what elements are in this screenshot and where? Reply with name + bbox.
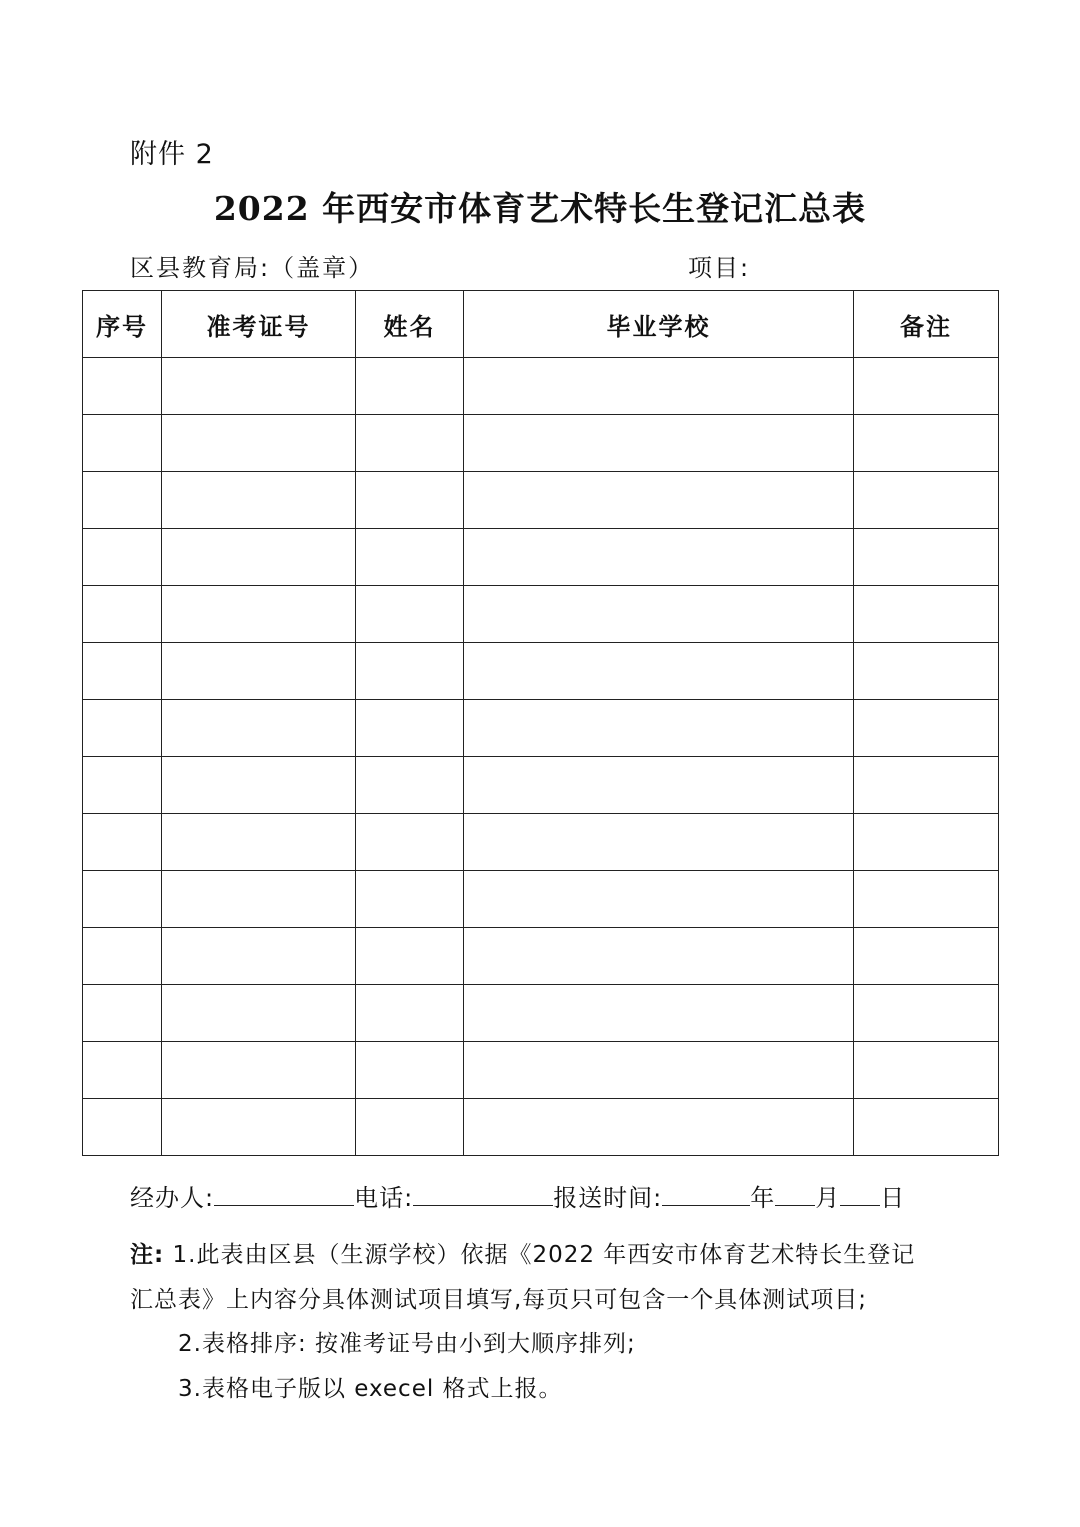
handler-label: 经办人:	[130, 1184, 215, 1212]
table-cell[interactable]	[854, 358, 999, 415]
table-cell[interactable]	[162, 472, 356, 529]
table-cell[interactable]	[162, 358, 356, 415]
table-body	[83, 358, 999, 1156]
table-cell[interactable]	[464, 928, 854, 985]
table-cell[interactable]	[356, 472, 464, 529]
header-admission-number: 准考证号	[162, 291, 356, 358]
table-cell[interactable]	[464, 358, 854, 415]
table-cell[interactable]	[854, 985, 999, 1042]
district-label: 区县教育局:（盖章）	[130, 254, 375, 282]
table-cell[interactable]	[854, 472, 999, 529]
table-cell[interactable]	[854, 643, 999, 700]
month-blank[interactable]	[775, 1183, 815, 1206]
table-cell[interactable]	[83, 871, 162, 928]
footer-signature-line	[130, 1178, 905, 1213]
table-cell[interactable]	[464, 700, 854, 757]
table-cell[interactable]	[162, 871, 356, 928]
table-cell[interactable]	[854, 529, 999, 586]
note-line-1	[130, 1236, 915, 1269]
table-cell[interactable]	[162, 985, 356, 1042]
table-cell[interactable]	[356, 928, 464, 985]
table-cell[interactable]	[464, 1099, 854, 1156]
table-cell[interactable]	[854, 1042, 999, 1099]
table-cell[interactable]	[356, 415, 464, 472]
project-label: 项目:	[688, 254, 751, 282]
page-title: 2022 年西安市体育艺术特长生登记汇总表	[213, 189, 867, 228]
handler-blank[interactable]	[214, 1183, 354, 1206]
table-cell[interactable]	[162, 1099, 356, 1156]
table-cell[interactable]	[464, 1042, 854, 1099]
table-cell[interactable]	[464, 472, 854, 529]
table-cell[interactable]	[83, 985, 162, 1042]
table-row	[83, 1042, 999, 1099]
table-row	[83, 928, 999, 985]
table-cell[interactable]	[464, 586, 854, 643]
table-cell[interactable]	[464, 985, 854, 1042]
table-cell[interactable]	[854, 814, 999, 871]
table-row	[83, 757, 999, 814]
month-label: 月	[815, 1184, 841, 1212]
table-cell[interactable]	[464, 529, 854, 586]
table-cell[interactable]	[464, 757, 854, 814]
header-remarks: 备注	[854, 291, 999, 358]
note-line-4: 3.表格电子版以 execel 格式上报。	[178, 1376, 563, 1402]
table-cell[interactable]	[83, 757, 162, 814]
table-cell[interactable]	[162, 529, 356, 586]
table-cell[interactable]	[83, 1042, 162, 1099]
table-row	[83, 1099, 999, 1156]
day-blank[interactable]	[840, 1183, 880, 1206]
table-cell[interactable]	[356, 358, 464, 415]
table-cell[interactable]	[83, 472, 162, 529]
table-cell[interactable]	[356, 700, 464, 757]
table-cell[interactable]	[464, 643, 854, 700]
table-cell[interactable]	[83, 643, 162, 700]
table-cell[interactable]	[356, 1099, 464, 1156]
table-row	[83, 472, 999, 529]
submit-time-label: 报送时间:	[553, 1184, 663, 1212]
table-cell[interactable]	[356, 871, 464, 928]
table-cell[interactable]	[83, 814, 162, 871]
table-cell[interactable]	[83, 415, 162, 472]
registration-table	[82, 290, 999, 1156]
table-cell[interactable]	[356, 814, 464, 871]
year-label: 年	[750, 1184, 776, 1212]
table-cell[interactable]	[854, 415, 999, 472]
table-cell[interactable]	[356, 985, 464, 1042]
table-row	[83, 814, 999, 871]
table-cell[interactable]	[83, 700, 162, 757]
table-cell[interactable]	[162, 643, 356, 700]
attachment-label: 附件 2	[130, 139, 214, 170]
table-row	[83, 358, 999, 415]
table-row	[83, 985, 999, 1042]
table-row	[83, 700, 999, 757]
header-serial-number: 序号	[83, 291, 162, 358]
header-graduate-school: 毕业学校	[464, 291, 854, 358]
table-cell[interactable]	[356, 757, 464, 814]
table-cell[interactable]	[356, 643, 464, 700]
table-cell[interactable]	[162, 928, 356, 985]
note-line-3: 2.表格排序: 按准考证号由小到大顺序排列;	[178, 1331, 636, 1357]
year-blank[interactable]	[662, 1183, 750, 1206]
table-row	[83, 871, 999, 928]
table-cell[interactable]	[854, 928, 999, 985]
phone-label: 电话:	[354, 1184, 414, 1212]
table-row	[83, 586, 999, 643]
table-cell[interactable]	[83, 529, 162, 586]
table-cell[interactable]	[854, 1099, 999, 1156]
table-cell[interactable]	[854, 586, 999, 643]
table-cell[interactable]	[356, 529, 464, 586]
table-cell[interactable]	[83, 1099, 162, 1156]
table-row	[83, 529, 999, 586]
table-cell[interactable]	[162, 814, 356, 871]
table-cell[interactable]	[464, 415, 854, 472]
table-row	[83, 415, 999, 472]
note-line-1-text: 1.此表由区县（生源学校）依据《2022 年西安市体育艺术特长生登记	[164, 1242, 916, 1268]
table-cell[interactable]	[162, 1042, 356, 1099]
header-name: 姓名	[356, 291, 464, 358]
table-cell[interactable]	[83, 928, 162, 985]
table-cell[interactable]	[854, 871, 999, 928]
table-cell[interactable]	[83, 358, 162, 415]
table-row	[83, 643, 999, 700]
table-cell[interactable]	[162, 586, 356, 643]
table-cell[interactable]	[83, 586, 162, 643]
day-label: 日	[880, 1184, 906, 1212]
table-cell[interactable]	[162, 415, 356, 472]
table-cell[interactable]	[464, 814, 854, 871]
table-cell[interactable]	[464, 871, 854, 928]
table-cell[interactable]	[356, 586, 464, 643]
phone-blank[interactable]	[413, 1183, 553, 1206]
note-prefix: 注:	[130, 1242, 165, 1268]
table-cell[interactable]	[854, 757, 999, 814]
table-cell[interactable]	[854, 700, 999, 757]
note-line-2: 汇总表》上内容分具体测试项目填写,每页只可包含一个具体测试项目;	[130, 1287, 868, 1313]
table-cell[interactable]	[162, 700, 356, 757]
table-cell[interactable]	[356, 1042, 464, 1099]
table-header-row	[83, 291, 999, 358]
table-cell[interactable]	[162, 757, 356, 814]
